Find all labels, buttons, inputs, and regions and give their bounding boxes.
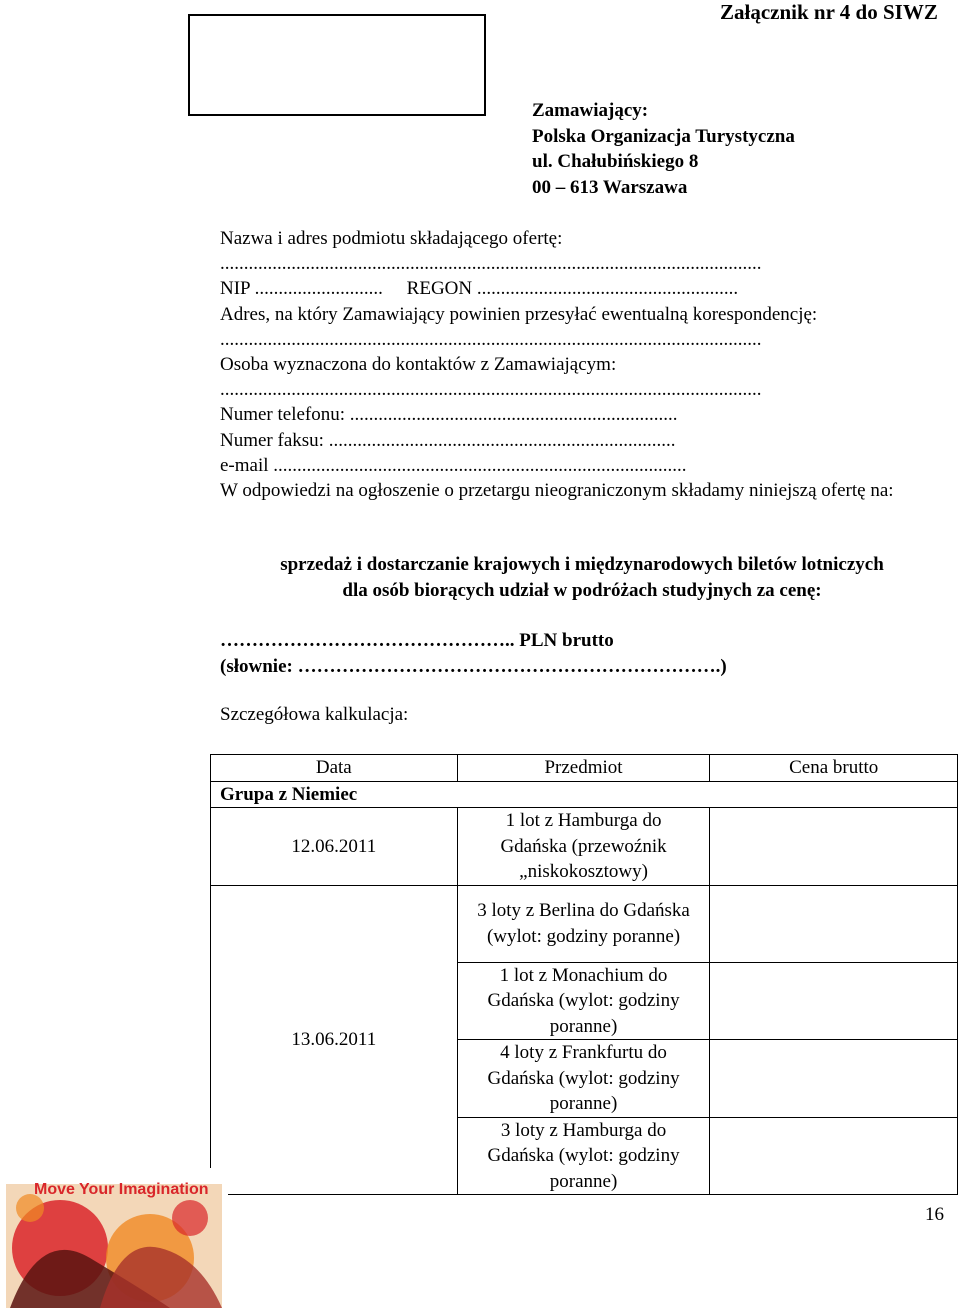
row-price-cell[interactable] (710, 1117, 958, 1195)
row-item: 3 loty z Hamburga do Gdańska (wylot: godziny poranne) (457, 1117, 710, 1195)
orderer-block (532, 98, 795, 200)
row-price-cell[interactable] (710, 962, 958, 1040)
entity-label: Nazwa i adres podmiotu składającego ofertę: (220, 228, 563, 249)
header-date: Data (211, 755, 458, 782)
subject-line-2: dla osób biorących udział w podróżach studyjnych za cenę: (342, 579, 822, 601)
row-item: 1 lot z Hamburga do Gdańska (przewoźnik „niskokosztowy) (457, 808, 710, 886)
attachment-title: Załącznik nr 4 do SIWZ (720, 0, 938, 24)
row-item: 1 lot z Monachium do Gdańska (wylot: godziny poranne) (457, 962, 710, 1040)
price-block (220, 628, 727, 680)
phone-line: Numer telefonu: ..................................................................... (220, 404, 678, 426)
entity-dots: .................................................................................................................. (220, 253, 762, 275)
address-label: Adres, na który Zamawiający powinien przesyłać ewentualną korespondencję: (220, 303, 818, 325)
table-group-row (211, 781, 958, 808)
row-date: 12.06.2011 (211, 808, 458, 886)
row-item: 4 loty z Frankfurtu do Gdańska (wylot: godziny poranne) (457, 1040, 710, 1118)
row-price-cell[interactable] (710, 885, 958, 962)
offer-subject (212, 552, 952, 603)
orderer-street: ul. Chałubińskiego 8 (532, 151, 699, 172)
row-price-cell[interactable] (710, 808, 958, 886)
price-line: ……………………………………….. PLN brutto (220, 630, 614, 651)
move-your-imagination-logo (0, 1168, 228, 1308)
nip-regon-line: NIP ........................... REGON ....................................................... (220, 278, 739, 300)
table-row (211, 808, 958, 886)
calculation-table (210, 754, 958, 1195)
stamp-placeholder-box (188, 14, 486, 116)
svg-text:Move Your Imagination: Move Your Imagination (34, 1181, 209, 1198)
subject-line-1: sprzedaż i dostarczanie krajowych i międzynarodowych biletów lotniczych (280, 554, 884, 575)
orderer-label: Zamawiający: (532, 100, 649, 121)
group-label: Grupa z Niemiec (211, 781, 958, 808)
header-price: Cena brutto (710, 755, 958, 782)
row-price-cell[interactable] (710, 1040, 958, 1118)
fax-line: Numer faksu: ......................................................................... (220, 429, 676, 451)
row-date: 13.06.2011 (211, 885, 458, 1195)
orderer-city: 00 – 613 Warszawa (532, 176, 688, 198)
address-dots: .................................................................................................................. (220, 328, 762, 350)
price-in-words-line: (słownie: ………………………………………………………….) (220, 656, 727, 677)
page-number: 16 (925, 1204, 944, 1225)
row-item: 3 loty z Berlina do Gdańska (wylot: godziny poranne) (457, 885, 710, 962)
calculation-label: Szczegółowa kalkulacja: (220, 704, 409, 725)
header-item: Przedmiot (457, 755, 710, 782)
table-header-row (211, 755, 958, 782)
orderer-name: Polska Organizacja Turystyczna (532, 125, 795, 147)
contact-label: Osoba wyznaczona do kontaktów z Zamawiającym: (220, 354, 617, 376)
table-row (211, 885, 958, 962)
contact-dots: .................................................................................................................. (220, 379, 762, 401)
email-line: e-mail ....................................................................................... (220, 454, 687, 476)
offer-intro: W odpowiedzi na ogłoszenie o przetargu nieograniczonym składamy niniejszą ofertę na: (220, 480, 894, 501)
bidder-fields (220, 226, 817, 478)
